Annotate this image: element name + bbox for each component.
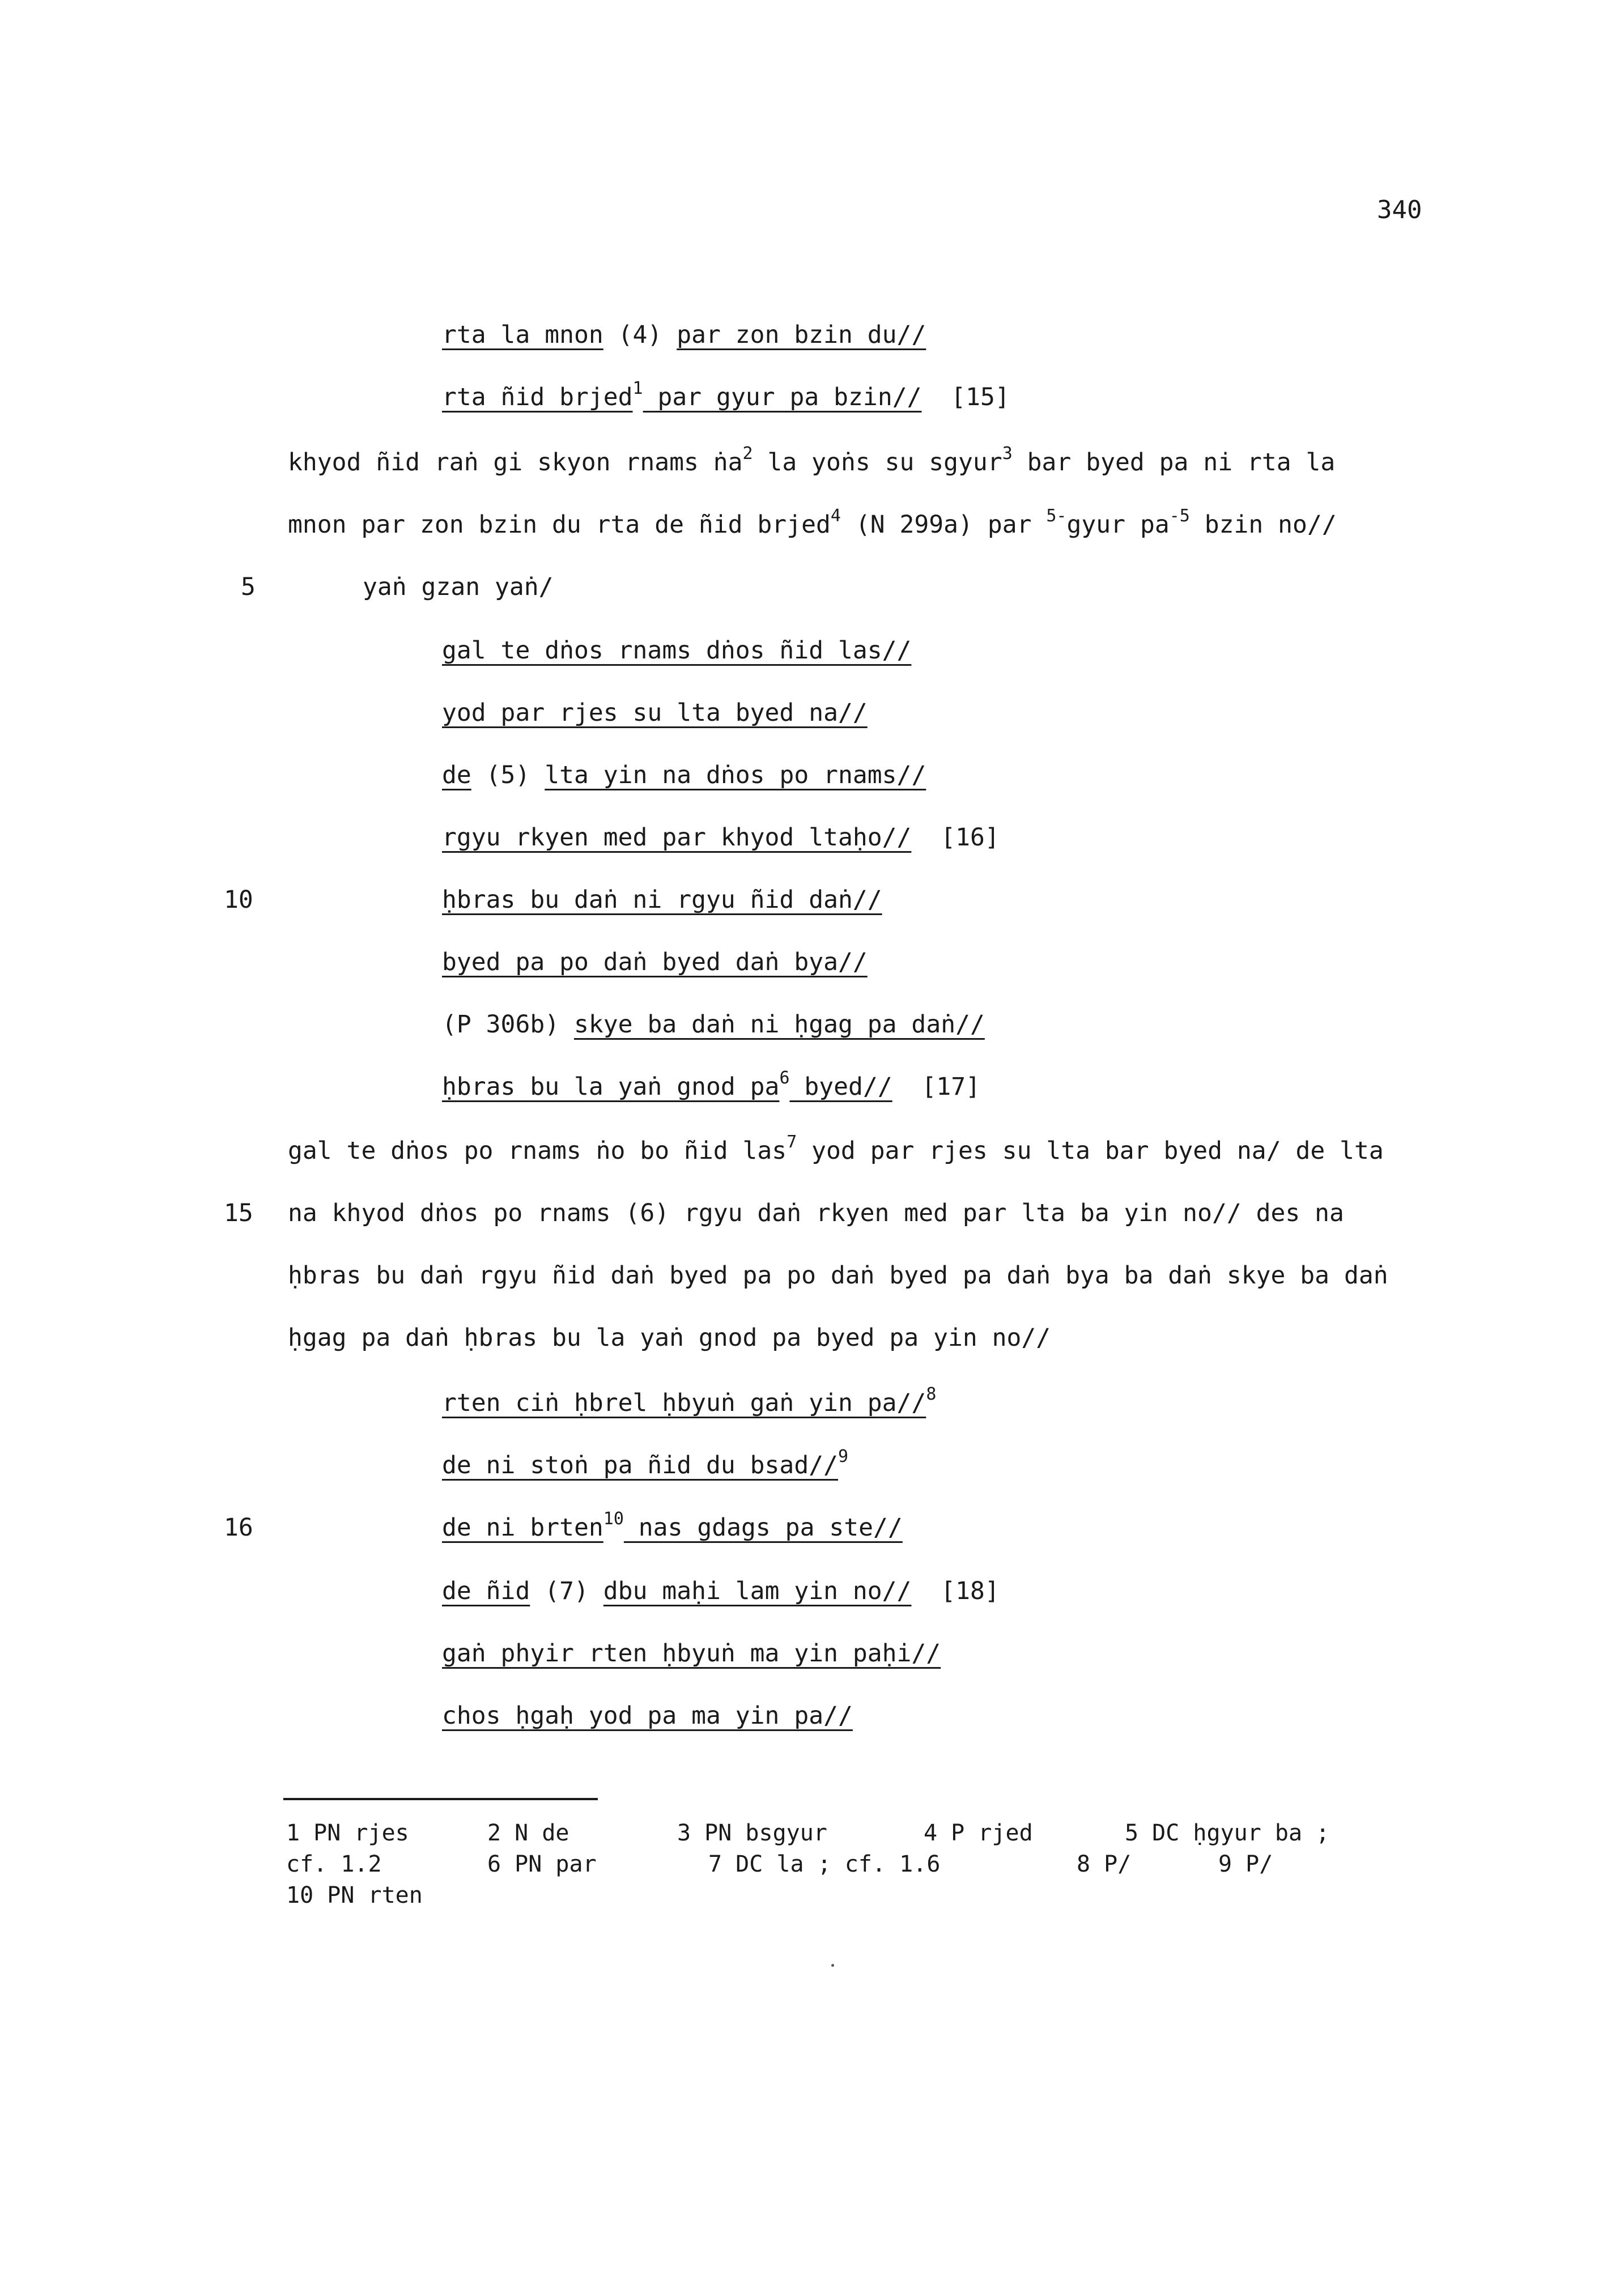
prose-line: mnon par zon bzin du rta de ñid brjed$^4$ (N 299a) par $^{5-}$gyur $pa^{-5}$ bzin no// [288, 506, 1337, 539]
verse-text: nas gdags pa ste// [623, 1513, 903, 1542]
prose-line: gal te dṅos po rnams ṅo bo ñid las$^7$ yod par rjes su lta bar byed na/ de lta [288, 1132, 1384, 1165]
verse-number: [18] [911, 1577, 1000, 1605]
verse-text: rta la mnon [442, 321, 603, 349]
verse-line [442, 1068, 981, 1101]
verse-number: [15] [921, 383, 1010, 411]
footnote-marker: -5 [1169, 506, 1190, 526]
folio-ref: (4) [603, 321, 677, 349]
verse-text: ḥbras bu la yaṅ gnod pa [442, 1073, 780, 1101]
footnote-marker: 4 [830, 506, 841, 526]
prose-line: na khyod dṅos po rnams (6) rgyu daṅ rkyen med par lta ba yin no// des na [288, 1199, 1344, 1227]
footnote: cf. 1.2 [286, 1851, 382, 1877]
verse-number: [17] [892, 1073, 981, 1101]
footnote-marker: 7 [787, 1132, 797, 1152]
verse-text: rten ciṅ ḥbrel ḥbyuṅ gaṅ yin pa// [442, 1389, 926, 1417]
verse-line [442, 701, 868, 725]
verse-text: yod par rjes su lta byed na// [442, 699, 868, 727]
footnote-marker: 9 [837, 1447, 849, 1466]
line-number: 10 [224, 886, 253, 914]
folio-ref: (7) [530, 1577, 603, 1605]
verse-line [442, 823, 1000, 852]
footnote: 9 P/ [1218, 1851, 1273, 1877]
footnote: 7 DC la ; cf. 1.6 [708, 1851, 941, 1877]
verse-line [442, 1447, 849, 1479]
prose-line: ḥgag pa daṅ ḥbras bu la yaṅ gnod pa byed pa yin no// [288, 1324, 1051, 1352]
footnote-rule [283, 1798, 598, 1800]
verse-line [442, 950, 868, 975]
footnote-marker: 2 [742, 444, 753, 464]
verse-line [442, 323, 926, 347]
footnote-marker: 1 [632, 379, 643, 398]
verse-line [442, 379, 1010, 411]
line-number: 16 [224, 1513, 253, 1542]
footnote: 10 PN rten [286, 1882, 423, 1908]
footnote-marker: 6 [779, 1068, 790, 1088]
verse-text: de [442, 761, 471, 789]
line-number: 15 [224, 1199, 253, 1227]
verse-text: de ñid [442, 1577, 530, 1605]
verse-line [442, 1639, 941, 1668]
verse-number: [16] [911, 823, 1000, 852]
verse-text: dbu maḥi lam yin no// [603, 1577, 912, 1605]
verse-line [442, 1509, 903, 1542]
footnote-marker: 5- [1046, 506, 1067, 526]
footnote: 2 N de [487, 1820, 569, 1846]
verse-text: gaṅ phyir rten ḥbyuṅ ma yin paḥi// [442, 1639, 941, 1668]
footnote: 6 PN par [487, 1851, 597, 1877]
verse-line [442, 1704, 853, 1728]
verse-line [442, 636, 912, 665]
footnote: 3 PN bsgyur [677, 1820, 827, 1846]
verse-line [442, 888, 882, 912]
footnote-marker: 3 [1002, 444, 1013, 464]
verse-text: par gyur pa bzin// [643, 383, 922, 411]
verse-text: rgyu rkyen med par khyod ltaḥo// [442, 823, 912, 852]
verse-text: byed pa po daṅ byed daṅ bya// [442, 948, 868, 976]
verse-text: rta ñid brjed [442, 383, 633, 411]
verse-text: lta yin na dṅos po rnams// [545, 761, 926, 789]
verse-text: chos ḥgaḥ yod pa ma yin pa// [442, 1702, 853, 1730]
verse-text: ḥbras bu daṅ ni rgyu ñid daṅ// [442, 886, 882, 914]
verse-line [442, 763, 926, 788]
footnote: 4 P rjed [924, 1820, 1033, 1846]
footnote: 8 P/ [1077, 1851, 1132, 1877]
line-number: 5 [241, 573, 256, 601]
verse-text: de ni stoṅ pa ñid du bsad// [442, 1451, 838, 1479]
verse-text: de ni brten [442, 1513, 603, 1542]
verse-text: par zon bzin du// [677, 321, 926, 349]
scan-speck [831, 1964, 834, 1967]
verse-text: byed// [789, 1073, 892, 1101]
page-number: 340 [1377, 195, 1422, 224]
footnote-marker: 8 [926, 1384, 937, 1404]
prose-line: khyod ñid raṅ gi skyon rnams ṅa$^2$ la yoṅs su sgyur$^3$ bar byed pa ni rta la [288, 444, 1336, 477]
footnote: 5 DC ḥgyur ba ; [1125, 1820, 1330, 1846]
verse-text: gal te dṅos rnams dṅos ñid las// [442, 636, 912, 665]
folio-ref: (P 306b) [442, 1010, 574, 1039]
verse-line [442, 1010, 985, 1039]
folio-ref: (5) [471, 761, 545, 789]
verse-line [442, 1579, 1000, 1604]
footnote-marker: 10 [603, 1509, 624, 1529]
prose-line: yaṅ gzan yaṅ/ [363, 573, 554, 601]
footnote: 1 PN rjes [286, 1820, 409, 1846]
verse-text: skye ba daṅ ni ḥgag pa daṅ// [574, 1010, 985, 1039]
verse-line [442, 1384, 937, 1417]
prose-line: ḥbras bu daṅ rgyu ñid daṅ byed pa po daṅ byed pa daṅ bya ba daṅ skye ba daṅ [288, 1261, 1388, 1290]
